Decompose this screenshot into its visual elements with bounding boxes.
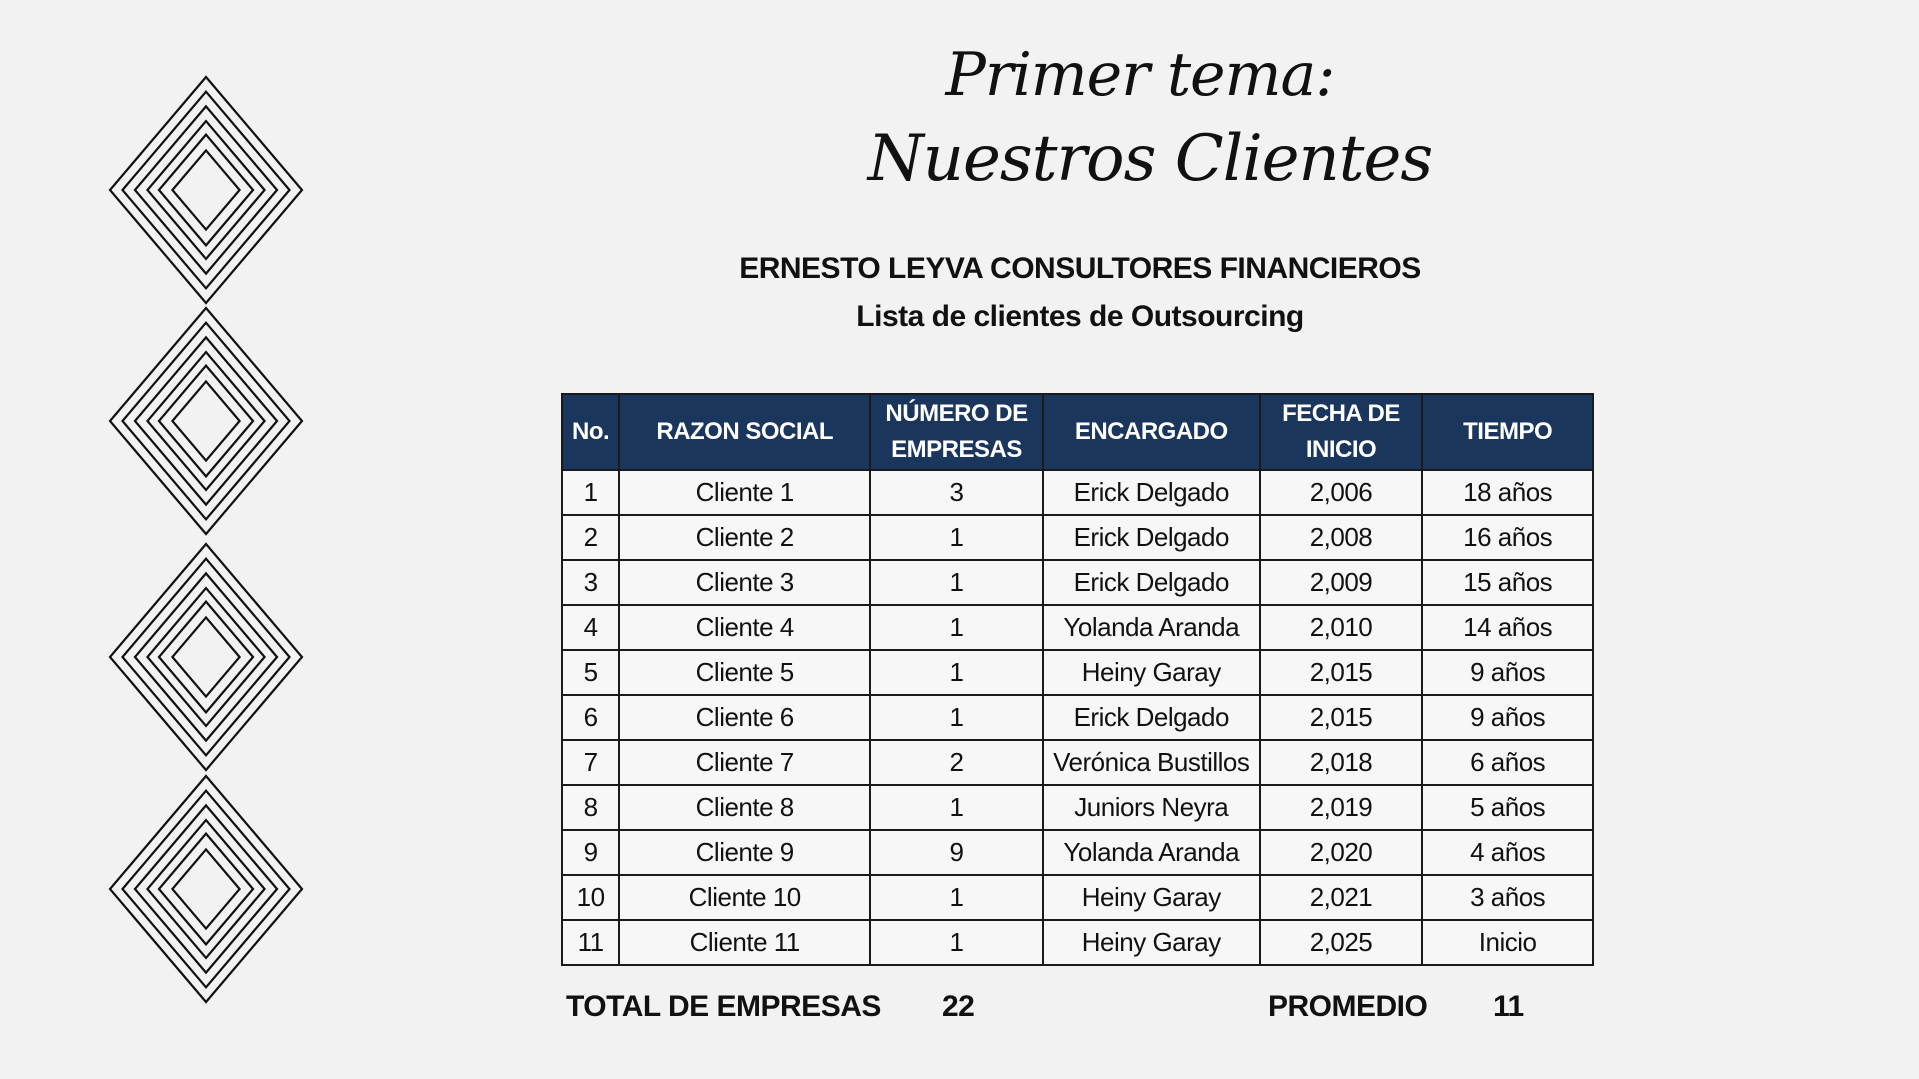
nested-diamond-icon (110, 308, 302, 534)
table-row (562, 515, 1593, 560)
cell-encargado: Erick Delgado (1043, 695, 1260, 740)
table-row (562, 875, 1593, 920)
cell-encargado: Heiny Garay (1043, 920, 1260, 965)
list-subtitle: Lista de clientes de Outsourcing (856, 300, 1304, 333)
diamond-outline (110, 776, 302, 1002)
cell-no: 4 (562, 605, 619, 650)
table-row (562, 560, 1593, 605)
table-row (562, 695, 1593, 740)
cell-encargado: Yolanda Aranda (1043, 830, 1260, 875)
cell-no: 3 (562, 560, 619, 605)
cell-no: 11 (562, 920, 619, 965)
header-fecha-inicio: FECHA DE INICIO (1260, 394, 1423, 470)
cell-numero-empresas: 1 (870, 515, 1043, 560)
diamond-outline (147, 588, 264, 726)
page-title-line-1: Primer tema: (945, 40, 1335, 110)
cell-tiempo: 16 años (1422, 515, 1593, 560)
cell-encargado: Heiny Garay (1043, 650, 1260, 695)
cell-tiempo: 4 años (1422, 830, 1593, 875)
cell-encargado: Erick Delgado (1043, 470, 1260, 515)
table-row (562, 650, 1593, 695)
cell-razon-social: Cliente 2 (619, 515, 870, 560)
header-razon-social: RAZON SOCIAL (619, 394, 870, 470)
table-row (562, 605, 1593, 650)
cell-razon-social: Cliente 5 (619, 650, 870, 695)
decorative-diamonds (0, 0, 420, 1079)
cell-fecha-inicio: 2,025 (1260, 920, 1423, 965)
cell-no: 10 (562, 875, 619, 920)
table-row (562, 740, 1593, 785)
nested-diamond-icon (110, 77, 302, 303)
cell-numero-empresas: 1 (870, 650, 1043, 695)
cell-numero-empresas: 1 (870, 560, 1043, 605)
company-name: ERNESTO LEYVA CONSULTORES FINANCIEROS (739, 252, 1421, 285)
diamond-outline (135, 805, 277, 972)
cell-tiempo: 18 años (1422, 470, 1593, 515)
cell-fecha-inicio: 2,018 (1260, 740, 1423, 785)
cell-tiempo: 6 años (1422, 740, 1593, 785)
cell-no: 5 (562, 650, 619, 695)
diamond-outline (110, 544, 302, 770)
table-row (562, 785, 1593, 830)
table-row (562, 470, 1593, 515)
cell-razon-social: Cliente 3 (619, 560, 870, 605)
cell-razon-social: Cliente 8 (619, 785, 870, 830)
cell-razon-social: Cliente 10 (619, 875, 870, 920)
cell-numero-empresas: 1 (870, 920, 1043, 965)
table-row (562, 920, 1593, 965)
diamond-outline (147, 352, 264, 490)
cell-tiempo: Inicio (1422, 920, 1593, 965)
cell-tiempo: 9 años (1422, 695, 1593, 740)
promedio-value: 11 (1493, 990, 1524, 1023)
table-header-row (562, 394, 1593, 470)
cell-tiempo: 9 años (1422, 650, 1593, 695)
header-no: No. (562, 394, 619, 470)
cell-numero-empresas: 9 (870, 830, 1043, 875)
cell-encargado: Erick Delgado (1043, 515, 1260, 560)
diamond-outline (135, 573, 277, 740)
cell-no: 1 (562, 470, 619, 515)
cell-no: 9 (562, 830, 619, 875)
cell-encargado: Yolanda Aranda (1043, 605, 1260, 650)
cell-no: 2 (562, 515, 619, 560)
total-empresas-value: 22 (942, 990, 975, 1023)
cell-razon-social: Cliente 6 (619, 695, 870, 740)
promedio-label: PROMEDIO (1268, 990, 1428, 1023)
cell-fecha-inicio: 2,020 (1260, 830, 1423, 875)
clients-table (561, 393, 1594, 966)
cell-tiempo: 15 años (1422, 560, 1593, 605)
cell-fecha-inicio: 2,009 (1260, 560, 1423, 605)
cell-encargado: Juniors Neyra (1043, 785, 1260, 830)
diamond-outline (135, 106, 277, 273)
cell-tiempo: 14 años (1422, 605, 1593, 650)
cell-tiempo: 5 años (1422, 785, 1593, 830)
header-numero-empresas: NÚMERO DE EMPRESAS (870, 394, 1043, 470)
cell-fecha-inicio: 2,015 (1260, 695, 1423, 740)
diamond-outline (147, 121, 264, 259)
cell-fecha-inicio: 2,015 (1260, 650, 1423, 695)
cell-tiempo: 3 años (1422, 875, 1593, 920)
cell-numero-empresas: 1 (870, 785, 1043, 830)
cell-encargado: Heiny Garay (1043, 875, 1260, 920)
cell-no: 7 (562, 740, 619, 785)
cell-numero-empresas: 1 (870, 695, 1043, 740)
nested-diamond-icon (110, 544, 302, 770)
cell-no: 6 (562, 695, 619, 740)
cell-razon-social: Cliente 1 (619, 470, 870, 515)
table-body (562, 470, 1593, 965)
cell-fecha-inicio: 2,019 (1260, 785, 1423, 830)
cell-fecha-inicio: 2,021 (1260, 875, 1423, 920)
cell-razon-social: Cliente 11 (619, 920, 870, 965)
cell-razon-social: Cliente 7 (619, 740, 870, 785)
cell-numero-empresas: 1 (870, 875, 1043, 920)
diamond-outline (110, 77, 302, 303)
page-title-line-2: Nuestros Clientes (867, 122, 1433, 196)
cell-razon-social: Cliente 4 (619, 605, 870, 650)
cell-no: 8 (562, 785, 619, 830)
cell-encargado: Verónica Bustillos (1043, 740, 1260, 785)
cell-fecha-inicio: 2,010 (1260, 605, 1423, 650)
cell-encargado: Erick Delgado (1043, 560, 1260, 605)
diamond-outline (110, 308, 302, 534)
cell-numero-empresas: 1 (870, 605, 1043, 650)
cell-razon-social: Cliente 9 (619, 830, 870, 875)
diamond-outline (135, 337, 277, 504)
cell-numero-empresas: 2 (870, 740, 1043, 785)
header-encargado: ENCARGADO (1043, 394, 1260, 470)
diamond-outline (147, 820, 264, 958)
nested-diamond-icon (110, 776, 302, 1002)
cell-fecha-inicio: 2,008 (1260, 515, 1423, 560)
total-empresas-label: TOTAL DE EMPRESAS (566, 990, 881, 1023)
cell-numero-empresas: 3 (870, 470, 1043, 515)
header-tiempo: TIEMPO (1422, 394, 1593, 470)
cell-fecha-inicio: 2,006 (1260, 470, 1423, 515)
table-row (562, 830, 1593, 875)
